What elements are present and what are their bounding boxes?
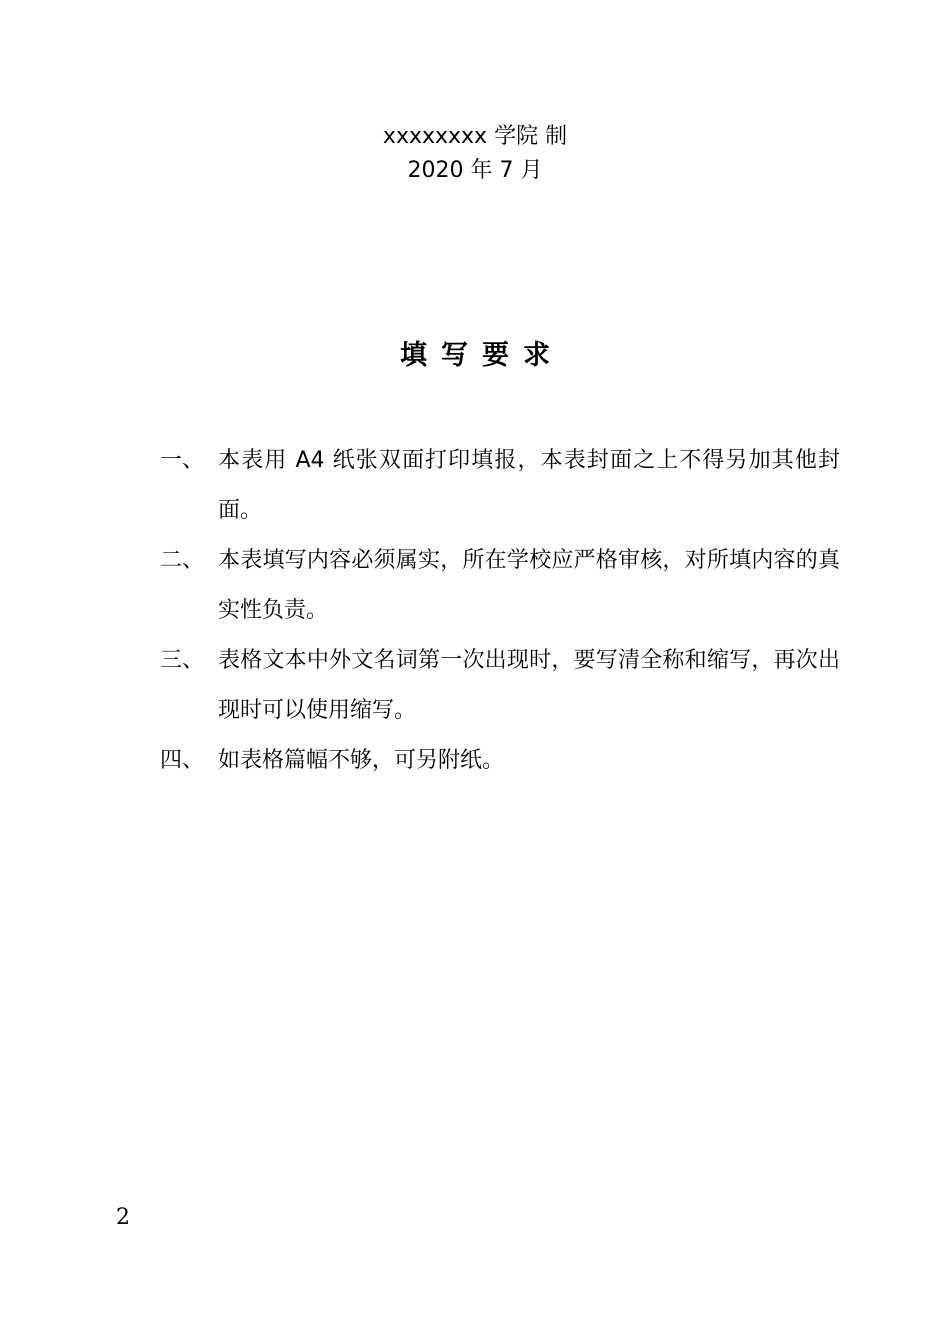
requirement-text: 表格文本中外文名词第一次出现时，要写清全称和缩写，再次出现时可以使用缩写。 [218,648,840,723]
requirement-number: 三、 [160,648,205,673]
requirement-text: 本表填写内容必须属实，所在学校应严格审核，对所填内容的真实性负责。 [218,548,840,623]
requirement-text: 如表格篇幅不够，可另附纸。 [218,748,505,773]
issuer-line: xxxxxxxx 学院 制 [382,124,568,149]
date-line: 2020 年 7 月 [407,158,543,183]
requirement-number: 四、 [160,748,205,773]
requirement-number: 一、 [160,448,205,473]
requirement-text: 本表用 A4 纸张双面打印填报，本表封面之上不得另加其他封面。 [218,448,840,523]
requirements-list [160,436,840,786]
requirement-item [160,636,840,736]
requirement-item [160,736,840,786]
requirement-item [160,436,840,536]
requirement-number: 二、 [160,548,205,573]
page-number: 2 [116,1205,130,1230]
requirement-item [160,536,840,636]
section-title: 填写要求 [400,340,564,371]
